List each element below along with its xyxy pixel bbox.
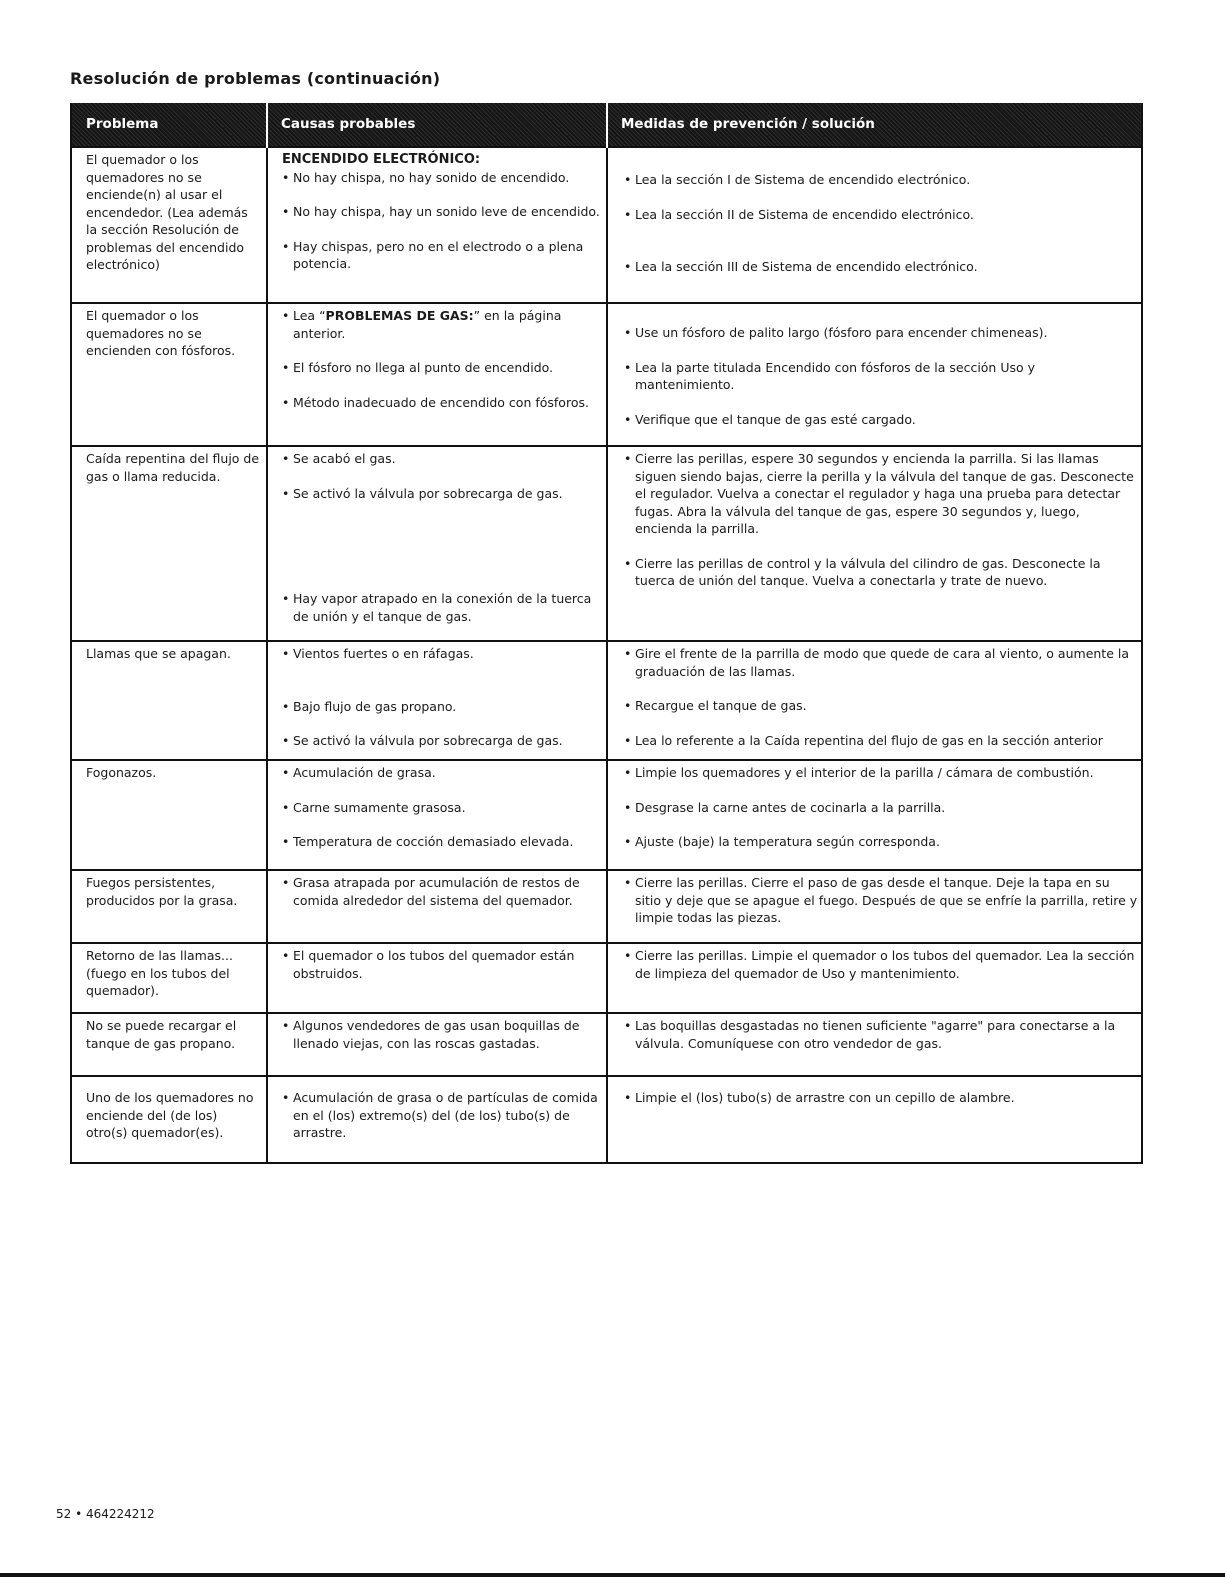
causes-cell bbox=[267, 446, 607, 641]
troubleshooting-table bbox=[70, 103, 1143, 1164]
causes-cell bbox=[267, 641, 607, 760]
solutions-cell bbox=[607, 870, 1142, 943]
causes-cell bbox=[267, 870, 607, 943]
cause-item: • Carne sumamente grasosa. bbox=[282, 799, 466, 815]
problem-cell: Fuegos persistentes, producidos por la grasa. bbox=[71, 870, 267, 943]
table-row bbox=[71, 1076, 1142, 1163]
cause-item: • Hay chispas, pero no en el electrodo o a plena potencia. bbox=[282, 238, 584, 271]
causes-cell bbox=[267, 303, 607, 446]
solution-item: • Lea la sección II de Sistema de encendido electrónico. bbox=[624, 206, 974, 222]
solution-item: • Gire el frente de la parrilla de modo que quede de cara al viento, o aumente la graduación de las llamas. bbox=[624, 646, 1130, 679]
solution-item: • Las boquillas desgastadas no tienen suficiente "agarre" para conectarse a la válvula. Comuníquese con otro vendedor de gas. bbox=[624, 1018, 1116, 1051]
solutions-cell bbox=[607, 641, 1142, 760]
solution-item: • Recargue el tanque de gas. bbox=[624, 698, 807, 713]
cause-item: • Grasa atrapada por acumulación de restos de comida alrededor del sistema del quemador. bbox=[282, 875, 580, 908]
cause-item: • No hay chispa, no hay sonido de encendido. bbox=[282, 169, 570, 185]
solution-item: • Desgrase la carne antes de cocinarla a la parrilla. bbox=[624, 799, 946, 815]
table-row bbox=[71, 870, 1142, 943]
causes-cell bbox=[267, 760, 607, 870]
cause-item: • Algunos vendedores de gas usan boquillas de llenado viejas, con las roscas gastadas. bbox=[282, 1018, 580, 1051]
causes-cell bbox=[267, 147, 607, 303]
cause-item: • El fósforo no llega al punto de encendido. bbox=[282, 360, 554, 375]
solution-item: • Limpie el (los) tubo(s) de arrastre con un cepillo de alambre. bbox=[624, 1090, 1015, 1105]
table-row bbox=[71, 943, 1142, 1013]
problem-cell: Retorno de las llamas... (fuego en los tubos del quemador). bbox=[71, 943, 267, 1013]
solution-item: • Verifique que el tanque de gas esté cargado. bbox=[624, 411, 916, 427]
solutions-cell bbox=[607, 446, 1142, 641]
solution-item: • Lea lo referente a la Caída repentina del flujo de gas en la sección anterior bbox=[624, 732, 1103, 748]
solutions-cell bbox=[607, 1013, 1142, 1076]
solutions-cell bbox=[607, 147, 1142, 303]
problem-cell: Fogonazos. bbox=[71, 760, 267, 870]
cause-item: • No hay chispa, hay un sonido leve de encendido. bbox=[282, 204, 600, 219]
bottom-rule bbox=[0, 1573, 1225, 1577]
cause-item: • Se activó la válvula por sobrecarga de gas. bbox=[282, 485, 563, 501]
page-footer-number: 52 • 464224212 bbox=[56, 1507, 155, 1521]
problem-cell: El quemador o los quemadores no se encienden con fósforos. bbox=[71, 303, 267, 446]
cause-heading: ENCENDIDO ELECTRÓNICO: bbox=[282, 152, 481, 167]
cause-item: • Temperatura de cocción demasiado elevada. bbox=[282, 834, 574, 849]
table-row bbox=[71, 303, 1142, 446]
solution-item: • Cierre las perillas de control y la válvula del cilindro de gas. Desconecte la tuerca de unión del tanque. Vuelva a conectarla y trate de nuevo. bbox=[624, 555, 1101, 588]
solution-item: • Limpie los quemadores y el interior de la parilla / cámara de combustión. bbox=[624, 765, 1094, 780]
table-header-row bbox=[71, 103, 1142, 147]
solution-item: • Cierre las perillas. Cierre el paso de gas desde el tanque. Deje la tapa en su sitio y deje que se apague el fuego. Después de que se enfríe la parrilla, retire y limpie todas las piezas. bbox=[624, 875, 1138, 925]
header-problem: Problema bbox=[71, 103, 267, 147]
cause-item: • Bajo flujo de gas propano. bbox=[282, 698, 457, 714]
cause-item: • Se activó la válvula por sobrecarga de gas. bbox=[282, 733, 563, 748]
page-title: Resolución de problemas (continuación) bbox=[70, 69, 441, 88]
table-row bbox=[71, 1013, 1142, 1076]
problem-cell: Caída repentina del flujo de gas o llama reducida. bbox=[71, 446, 267, 641]
cause-item: • Se acabó el gas. bbox=[282, 451, 396, 466]
cause-item: • Lea “PROBLEMAS DE GAS:” en la página anterior. bbox=[282, 308, 562, 341]
solution-item: • Use un fósforo de palito largo (fósforo para encender chimeneas). bbox=[624, 325, 1048, 340]
cause-item: • Método inadecuado de encendido con fósforos. bbox=[282, 394, 589, 410]
problem-cell: Llamas que se apagan. bbox=[71, 641, 267, 760]
problem-cell: No se puede recargar el tanque de gas propano. bbox=[71, 1013, 267, 1076]
solution-item: • Lea la sección I de Sistema de encendido electrónico. bbox=[624, 172, 971, 187]
cause-item: • El quemador o los tubos del quemador están obstruidos. bbox=[282, 948, 575, 981]
solutions-cell bbox=[607, 943, 1142, 1013]
solutions-cell bbox=[607, 760, 1142, 870]
table-row bbox=[71, 760, 1142, 870]
cause-item: • Acumulación de grasa. bbox=[282, 765, 436, 780]
header-solutions: Medidas de prevención / solución bbox=[607, 103, 1142, 147]
cause-item: • Acumulación de grasa o de partículas de comida en el (los) extremo(s) del (de los) tubo(s) de arrastre. bbox=[282, 1090, 598, 1140]
cause-item: • Vientos fuertes o en ráfagas. bbox=[282, 646, 474, 661]
table-row bbox=[71, 446, 1142, 641]
solutions-cell bbox=[607, 1076, 1142, 1163]
table-row bbox=[71, 641, 1142, 760]
causes-cell bbox=[267, 1013, 607, 1076]
problem-cell: Uno de los quemadores no enciende del (de los) otro(s) quemador(es). bbox=[71, 1076, 267, 1163]
solution-item: • Ajuste (baje) la temperatura según corresponda. bbox=[624, 834, 940, 849]
solution-item: • Lea la sección III de Sistema de encendido electrónico. bbox=[624, 259, 978, 274]
solution-item: • Cierre las perillas, espere 30 segundos y encienda la parrilla. Si las llamas siguen siendo bajas, cierre la perilla y la válvula del tanque de gas. Desconecte el regulador. Vuelva a conectar el regulador y haga una prueba para detectar fugas. Abra la válvula del tanque de gas, espere 30 segundos y, luego, encienda la parrilla. bbox=[624, 451, 1134, 536]
causes-cell bbox=[267, 943, 607, 1013]
solution-item: • Lea la parte titulada Encendido con fósforos de la sección Uso y mantenimiento. bbox=[624, 359, 1036, 392]
solution-item: • Cierre las perillas. Limpie el quemador o los tubos del quemador. Lea la sección de limpieza del quemador de Uso y mantenimiento. bbox=[624, 948, 1135, 981]
cause-item: • Hay vapor atrapado en la conexión de la tuerca de unión y el tanque de gas. bbox=[282, 591, 592, 624]
solutions-cell bbox=[607, 303, 1142, 446]
table-row bbox=[71, 147, 1142, 303]
header-causes: Causas probables bbox=[267, 103, 607, 147]
causes-cell bbox=[267, 1076, 607, 1163]
problem-cell: El quemador o los quemadores no se enciende(n) al usar el encendedor. (Lea además la sección Resolución de problemas del encendido electrónico) bbox=[71, 147, 267, 303]
